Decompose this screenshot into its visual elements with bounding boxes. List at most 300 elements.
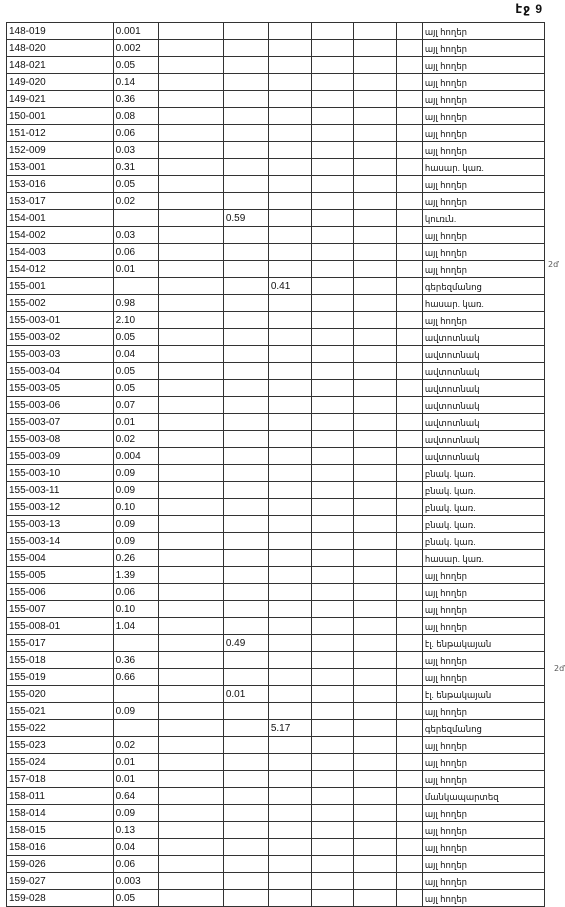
table-row bbox=[7, 754, 545, 771]
empty-cell bbox=[158, 771, 223, 788]
empty-cell bbox=[354, 74, 397, 91]
empty-cell bbox=[158, 244, 223, 261]
area-value-cell bbox=[268, 482, 311, 499]
table-row bbox=[7, 431, 545, 448]
area-value-cell bbox=[268, 856, 311, 873]
parcel-code-cell: 158-015 bbox=[7, 822, 114, 839]
empty-cell bbox=[354, 618, 397, 635]
empty-cell bbox=[396, 295, 422, 312]
empty-cell bbox=[396, 805, 422, 822]
area-value-cell bbox=[223, 40, 268, 57]
area-value-cell: 0.06 bbox=[113, 584, 158, 601]
land-use-type-cell: ավտոտնակ bbox=[422, 380, 544, 397]
empty-cell bbox=[158, 329, 223, 346]
empty-cell bbox=[311, 193, 354, 210]
empty-cell bbox=[396, 686, 422, 703]
area-value-cell: 0.05 bbox=[113, 329, 158, 346]
area-value-cell bbox=[268, 346, 311, 363]
empty-cell bbox=[311, 771, 354, 788]
parcel-code-cell: 154-001 bbox=[7, 210, 114, 227]
empty-cell bbox=[158, 74, 223, 91]
land-use-type-cell: այլ հողեր bbox=[422, 703, 544, 720]
empty-cell bbox=[354, 669, 397, 686]
table-row bbox=[7, 142, 545, 159]
parcel-code-cell: 155-003-06 bbox=[7, 397, 114, 414]
area-value-cell: 2.10 bbox=[113, 312, 158, 329]
table-row bbox=[7, 312, 545, 329]
land-use-type-cell: բնակ. կառ. bbox=[422, 482, 544, 499]
empty-cell bbox=[311, 108, 354, 125]
land-use-type-cell: ավտոտնակ bbox=[422, 414, 544, 431]
area-value-cell bbox=[268, 771, 311, 788]
parcel-code-cell: 152-009 bbox=[7, 142, 114, 159]
area-value-cell: 0.03 bbox=[113, 227, 158, 244]
area-value-cell bbox=[268, 193, 311, 210]
area-value-cell bbox=[223, 669, 268, 686]
table-row bbox=[7, 567, 545, 584]
land-use-type-cell: հասար. կառ. bbox=[422, 295, 544, 312]
empty-cell bbox=[396, 312, 422, 329]
area-value-cell bbox=[113, 720, 158, 737]
empty-cell bbox=[158, 380, 223, 397]
area-value-cell: 0.14 bbox=[113, 74, 158, 91]
area-value-cell: 0.64 bbox=[113, 788, 158, 805]
empty-cell bbox=[311, 465, 354, 482]
empty-cell bbox=[396, 261, 422, 278]
land-use-type-cell: բնակ. կառ. bbox=[422, 499, 544, 516]
parcel-code-cell: 148-019 bbox=[7, 23, 114, 40]
empty-cell bbox=[158, 601, 223, 618]
table-row bbox=[7, 159, 545, 176]
empty-cell bbox=[158, 533, 223, 550]
empty-cell bbox=[311, 635, 354, 652]
empty-cell bbox=[354, 805, 397, 822]
table-row bbox=[7, 363, 545, 380]
area-value-cell bbox=[223, 499, 268, 516]
table-row bbox=[7, 261, 545, 278]
table-row bbox=[7, 397, 545, 414]
land-use-type-cell: էլ. ենթակայան bbox=[422, 635, 544, 652]
empty-cell bbox=[158, 397, 223, 414]
empty-cell bbox=[396, 516, 422, 533]
area-value-cell bbox=[268, 601, 311, 618]
empty-cell bbox=[354, 754, 397, 771]
table-row bbox=[7, 652, 545, 669]
area-value-cell bbox=[223, 312, 268, 329]
land-use-type-cell: այլ հողեր bbox=[422, 652, 544, 669]
parcel-code-cell: 155-024 bbox=[7, 754, 114, 771]
area-value-cell bbox=[268, 890, 311, 907]
area-value-cell bbox=[223, 652, 268, 669]
empty-cell bbox=[396, 448, 422, 465]
empty-cell bbox=[158, 737, 223, 754]
table-row bbox=[7, 57, 545, 74]
parcel-code-cell: 155-003-04 bbox=[7, 363, 114, 380]
parcel-code-cell: 155-003-11 bbox=[7, 482, 114, 499]
area-value-cell bbox=[223, 57, 268, 74]
area-value-cell bbox=[223, 227, 268, 244]
empty-cell bbox=[311, 244, 354, 261]
land-use-type-cell: այլ հողեր bbox=[422, 856, 544, 873]
area-value-cell bbox=[223, 74, 268, 91]
area-value-cell: 1.39 bbox=[113, 567, 158, 584]
empty-cell bbox=[396, 839, 422, 856]
area-value-cell bbox=[223, 533, 268, 550]
parcel-code-cell: 148-021 bbox=[7, 57, 114, 74]
area-value-cell bbox=[268, 74, 311, 91]
land-use-type-cell: այլ հողեր bbox=[422, 91, 544, 108]
land-use-type-cell: այլ հողեր bbox=[422, 125, 544, 142]
empty-cell bbox=[396, 856, 422, 873]
area-value-cell: 0.01 bbox=[113, 261, 158, 278]
empty-cell bbox=[311, 74, 354, 91]
land-use-type-cell: հասար. կառ. bbox=[422, 159, 544, 176]
area-value-cell: 0.36 bbox=[113, 91, 158, 108]
land-use-type-cell: այլ հողեր bbox=[422, 805, 544, 822]
land-use-type-cell: այլ հողեր bbox=[422, 40, 544, 57]
parcel-code-cell: 148-020 bbox=[7, 40, 114, 57]
empty-cell bbox=[396, 414, 422, 431]
empty-cell bbox=[354, 448, 397, 465]
empty-cell bbox=[158, 448, 223, 465]
area-value-cell bbox=[268, 635, 311, 652]
empty-cell bbox=[354, 720, 397, 737]
empty-cell bbox=[354, 601, 397, 618]
empty-cell bbox=[354, 363, 397, 380]
area-value-cell: 0.06 bbox=[113, 856, 158, 873]
area-value-cell bbox=[268, 142, 311, 159]
area-value-cell: 0.01 bbox=[223, 686, 268, 703]
empty-cell bbox=[158, 414, 223, 431]
area-value-cell bbox=[268, 210, 311, 227]
empty-cell bbox=[354, 567, 397, 584]
table-row bbox=[7, 822, 545, 839]
area-value-cell: 0.31 bbox=[113, 159, 158, 176]
empty-cell bbox=[311, 159, 354, 176]
land-use-type-cell: այլ հողեր bbox=[422, 890, 544, 907]
table-row bbox=[7, 737, 545, 754]
land-use-type-cell: այլ հողեր bbox=[422, 142, 544, 159]
parcel-code-cell: 155-003-07 bbox=[7, 414, 114, 431]
empty-cell bbox=[354, 499, 397, 516]
area-value-cell bbox=[223, 91, 268, 108]
area-value-cell bbox=[268, 125, 311, 142]
area-value-cell: 0.05 bbox=[113, 57, 158, 74]
area-value-cell bbox=[268, 533, 311, 550]
empty-cell bbox=[354, 176, 397, 193]
land-use-type-cell: այլ հողեր bbox=[422, 193, 544, 210]
parcel-code-cell: 155-005 bbox=[7, 567, 114, 584]
area-value-cell: 0.36 bbox=[113, 652, 158, 669]
area-value-cell bbox=[268, 873, 311, 890]
table-row bbox=[7, 227, 545, 244]
area-value-cell bbox=[223, 397, 268, 414]
land-use-type-cell: այլ հողեր bbox=[422, 669, 544, 686]
table-row bbox=[7, 40, 545, 57]
empty-cell bbox=[396, 465, 422, 482]
empty-cell bbox=[158, 686, 223, 703]
empty-cell bbox=[396, 74, 422, 91]
area-value-cell bbox=[223, 550, 268, 567]
empty-cell bbox=[396, 23, 422, 40]
parcel-code-cell: 159-028 bbox=[7, 890, 114, 907]
empty-cell bbox=[354, 737, 397, 754]
empty-cell bbox=[354, 125, 397, 142]
area-value-cell bbox=[223, 805, 268, 822]
empty-cell bbox=[311, 516, 354, 533]
empty-cell bbox=[158, 618, 223, 635]
parcel-code-cell: 155-017 bbox=[7, 635, 114, 652]
table-row bbox=[7, 720, 545, 737]
area-value-cell bbox=[268, 584, 311, 601]
parcel-code-cell: 151-012 bbox=[7, 125, 114, 142]
area-value-cell: 0.002 bbox=[113, 40, 158, 57]
empty-cell bbox=[311, 533, 354, 550]
empty-cell bbox=[354, 346, 397, 363]
empty-cell bbox=[311, 805, 354, 822]
area-value-cell bbox=[268, 227, 311, 244]
empty-cell bbox=[354, 397, 397, 414]
empty-cell bbox=[396, 244, 422, 261]
land-use-type-cell: այլ հողեր bbox=[422, 567, 544, 584]
area-value-cell: 0.02 bbox=[113, 737, 158, 754]
area-value-cell: 0.09 bbox=[113, 533, 158, 550]
empty-cell bbox=[311, 312, 354, 329]
table-row bbox=[7, 873, 545, 890]
empty-cell bbox=[158, 584, 223, 601]
table-row bbox=[7, 380, 545, 397]
table-row bbox=[7, 91, 545, 108]
area-value-cell bbox=[268, 312, 311, 329]
area-value-cell bbox=[268, 822, 311, 839]
area-value-cell: 0.09 bbox=[113, 516, 158, 533]
table-row bbox=[7, 516, 545, 533]
area-value-cell bbox=[268, 329, 311, 346]
table-row bbox=[7, 550, 545, 567]
area-value-cell bbox=[113, 210, 158, 227]
area-value-cell: 0.01 bbox=[113, 771, 158, 788]
land-use-type-cell: այլ հողեր bbox=[422, 839, 544, 856]
area-value-cell: 0.09 bbox=[113, 703, 158, 720]
area-value-cell bbox=[223, 737, 268, 754]
empty-cell bbox=[354, 431, 397, 448]
empty-cell bbox=[311, 550, 354, 567]
parcel-code-cell: 155-003-05 bbox=[7, 380, 114, 397]
empty-cell bbox=[354, 40, 397, 57]
empty-cell bbox=[396, 431, 422, 448]
land-use-type-cell: այլ հողեր bbox=[422, 754, 544, 771]
empty-cell bbox=[354, 380, 397, 397]
area-value-cell bbox=[113, 278, 158, 295]
empty-cell bbox=[311, 482, 354, 499]
empty-cell bbox=[354, 414, 397, 431]
area-value-cell bbox=[223, 822, 268, 839]
empty-cell bbox=[158, 805, 223, 822]
land-use-type-cell: ավտոտնակ bbox=[422, 346, 544, 363]
empty-cell bbox=[396, 108, 422, 125]
area-value-cell: 0.09 bbox=[113, 465, 158, 482]
parcel-code-cell: 158-016 bbox=[7, 839, 114, 856]
area-value-cell bbox=[223, 873, 268, 890]
empty-cell bbox=[158, 295, 223, 312]
empty-cell bbox=[311, 669, 354, 686]
area-value-cell bbox=[223, 244, 268, 261]
parcel-code-cell: 153-016 bbox=[7, 176, 114, 193]
parcel-code-cell: 155-003-12 bbox=[7, 499, 114, 516]
empty-cell bbox=[354, 890, 397, 907]
area-value-cell bbox=[268, 414, 311, 431]
empty-cell bbox=[311, 754, 354, 771]
empty-cell bbox=[158, 550, 223, 567]
land-use-type-cell: այլ հողեր bbox=[422, 23, 544, 40]
area-value-cell bbox=[268, 363, 311, 380]
area-value-cell: 0.02 bbox=[113, 431, 158, 448]
area-value-cell: 0.41 bbox=[268, 278, 311, 295]
empty-cell bbox=[311, 91, 354, 108]
area-value-cell: 0.59 bbox=[223, 210, 268, 227]
table-row bbox=[7, 771, 545, 788]
land-use-type-cell: ավտոտնակ bbox=[422, 363, 544, 380]
empty-cell bbox=[158, 822, 223, 839]
empty-cell bbox=[311, 737, 354, 754]
empty-cell bbox=[158, 890, 223, 907]
area-value-cell: 0.001 bbox=[113, 23, 158, 40]
empty-cell bbox=[311, 839, 354, 856]
table-row bbox=[7, 23, 545, 40]
land-use-type-cell: այլ հողեր bbox=[422, 584, 544, 601]
empty-cell bbox=[396, 618, 422, 635]
parcel-code-cell: 155-006 bbox=[7, 584, 114, 601]
area-value-cell bbox=[268, 295, 311, 312]
area-value-cell: 0.08 bbox=[113, 108, 158, 125]
table-row bbox=[7, 584, 545, 601]
parcel-code-cell: 150-001 bbox=[7, 108, 114, 125]
parcel-code-cell: 149-020 bbox=[7, 74, 114, 91]
land-use-type-cell: բնակ. կառ. bbox=[422, 533, 544, 550]
table-row bbox=[7, 805, 545, 822]
area-value-cell bbox=[223, 890, 268, 907]
empty-cell bbox=[311, 176, 354, 193]
land-use-type-cell: այլ հողեր bbox=[422, 74, 544, 91]
empty-cell bbox=[158, 40, 223, 57]
table-row bbox=[7, 533, 545, 550]
empty-cell bbox=[354, 227, 397, 244]
empty-cell bbox=[158, 720, 223, 737]
empty-cell bbox=[158, 652, 223, 669]
empty-cell bbox=[311, 618, 354, 635]
empty-cell bbox=[158, 57, 223, 74]
table-row bbox=[7, 210, 545, 227]
area-value-cell bbox=[223, 618, 268, 635]
land-use-type-cell: այլ հողեր bbox=[422, 312, 544, 329]
table-row bbox=[7, 856, 545, 873]
area-value-cell: 0.05 bbox=[113, 363, 158, 380]
area-value-cell: 0.04 bbox=[113, 839, 158, 856]
empty-cell bbox=[396, 550, 422, 567]
table-row bbox=[7, 482, 545, 499]
area-value-cell bbox=[268, 244, 311, 261]
area-value-cell bbox=[113, 686, 158, 703]
empty-cell bbox=[158, 261, 223, 278]
area-value-cell: 0.10 bbox=[113, 601, 158, 618]
empty-cell bbox=[311, 873, 354, 890]
empty-cell bbox=[396, 227, 422, 244]
area-value-cell bbox=[223, 278, 268, 295]
empty-cell bbox=[354, 703, 397, 720]
table-row bbox=[7, 465, 545, 482]
empty-cell bbox=[158, 227, 223, 244]
empty-cell bbox=[354, 261, 397, 278]
margin-mark: 2ď bbox=[548, 260, 559, 269]
empty-cell bbox=[396, 720, 422, 737]
area-value-cell bbox=[223, 380, 268, 397]
empty-cell bbox=[311, 448, 354, 465]
empty-cell bbox=[396, 873, 422, 890]
empty-cell bbox=[354, 584, 397, 601]
empty-cell bbox=[158, 210, 223, 227]
empty-cell bbox=[158, 193, 223, 210]
empty-cell bbox=[396, 193, 422, 210]
area-value-cell bbox=[268, 159, 311, 176]
empty-cell bbox=[354, 873, 397, 890]
table-row bbox=[7, 618, 545, 635]
empty-cell bbox=[396, 159, 422, 176]
empty-cell bbox=[311, 363, 354, 380]
table-row bbox=[7, 839, 545, 856]
area-value-cell bbox=[223, 346, 268, 363]
land-use-type-cell: մանկապարտեզ bbox=[422, 788, 544, 805]
empty-cell bbox=[396, 567, 422, 584]
table-row bbox=[7, 295, 545, 312]
empty-cell bbox=[354, 278, 397, 295]
empty-cell bbox=[158, 482, 223, 499]
table-row bbox=[7, 193, 545, 210]
empty-cell bbox=[311, 40, 354, 57]
empty-cell bbox=[396, 601, 422, 618]
table-row bbox=[7, 635, 545, 652]
table-row bbox=[7, 176, 545, 193]
parcel-code-cell: 157-018 bbox=[7, 771, 114, 788]
table-row bbox=[7, 346, 545, 363]
empty-cell bbox=[354, 516, 397, 533]
empty-cell bbox=[396, 329, 422, 346]
empty-cell bbox=[158, 788, 223, 805]
area-value-cell bbox=[223, 176, 268, 193]
empty-cell bbox=[158, 567, 223, 584]
parcel-code-cell: 155-003-10 bbox=[7, 465, 114, 482]
area-value-cell bbox=[223, 703, 268, 720]
empty-cell bbox=[354, 108, 397, 125]
area-value-cell: 0.05 bbox=[113, 380, 158, 397]
area-value-cell bbox=[223, 754, 268, 771]
area-value-cell bbox=[223, 142, 268, 159]
land-use-type-cell: ավտոտնակ bbox=[422, 397, 544, 414]
area-value-cell: 0.05 bbox=[113, 890, 158, 907]
land-use-type-cell: այլ հողեր bbox=[422, 771, 544, 788]
empty-cell bbox=[158, 363, 223, 380]
area-value-cell bbox=[223, 125, 268, 142]
area-value-cell bbox=[268, 23, 311, 40]
empty-cell bbox=[311, 329, 354, 346]
table-row bbox=[7, 890, 545, 907]
land-use-type-cell: այլ հողեր bbox=[422, 57, 544, 74]
empty-cell bbox=[158, 159, 223, 176]
empty-cell bbox=[158, 346, 223, 363]
empty-cell bbox=[396, 584, 422, 601]
empty-cell bbox=[396, 125, 422, 142]
land-use-type-cell: ավտոտնակ bbox=[422, 448, 544, 465]
area-value-cell bbox=[268, 465, 311, 482]
